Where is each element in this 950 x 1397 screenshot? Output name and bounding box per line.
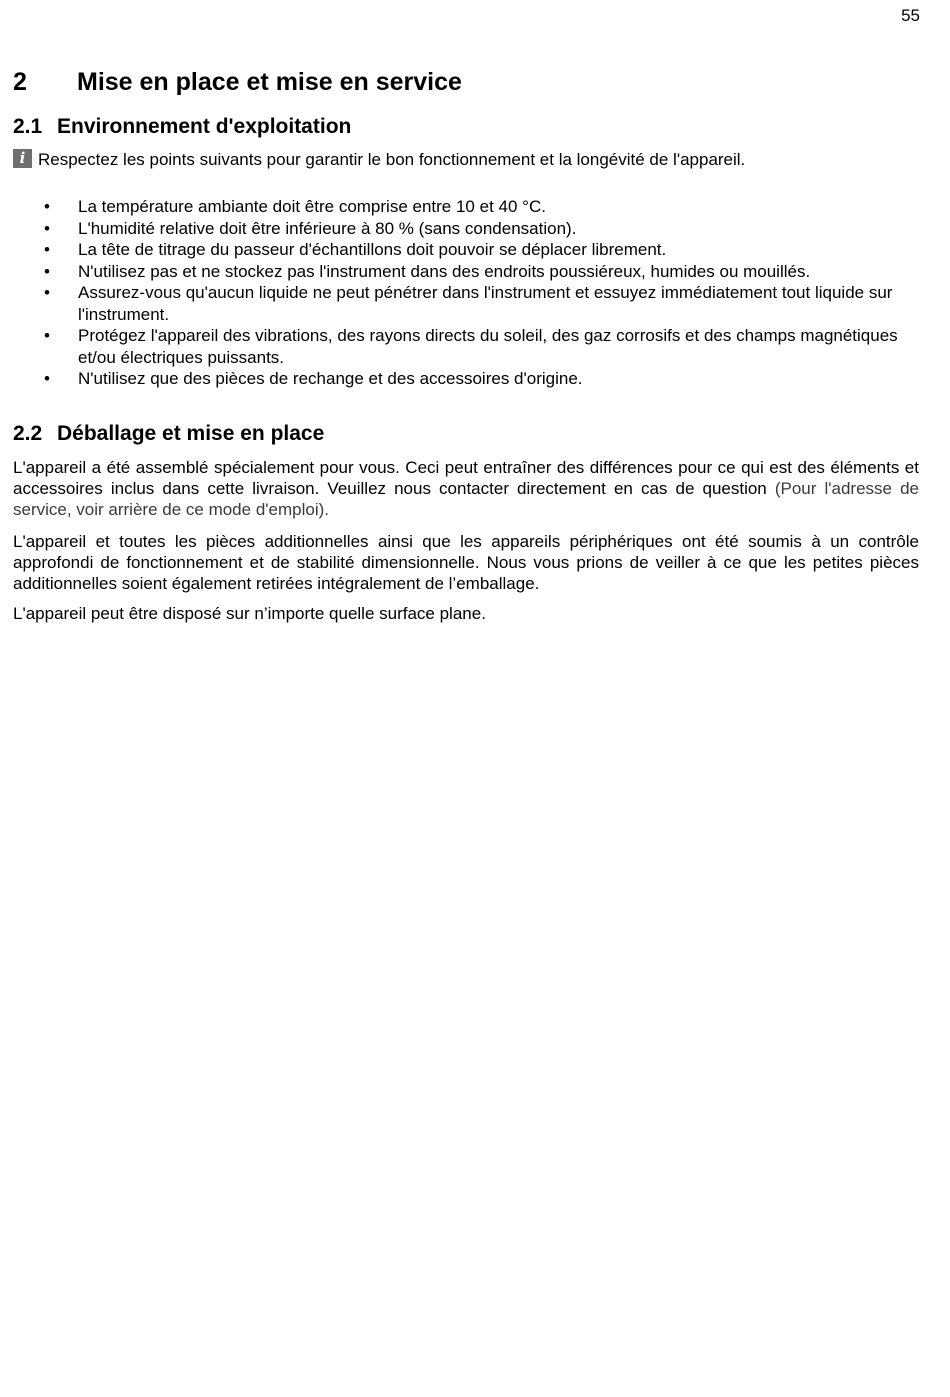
list-item: [44, 218, 924, 240]
section-heading: [13, 68, 462, 97]
subsection-heading-unpacking: [13, 422, 324, 446]
list-item: [44, 282, 924, 325]
bullet-marker: •: [44, 261, 50, 281]
list-item-text: N'utilisez que des pièces de rechange et des accessoires d'origine.: [78, 369, 583, 388]
section-title: Mise en place et mise en service: [77, 68, 462, 96]
list-item-text: Protégez l'appareil des vibrations, des rayons directs du soleil, des gaz corrosifs et des champs magnétiques et/ou électriques puissants.: [78, 326, 898, 367]
bullet-marker: •: [44, 197, 50, 216]
paragraph-text: L'appareil a été assemblé spécialement pour vous. Ceci peut entraîner des différences pour ce qui est des éléments et accessoires inclus dans cette livraison. Veuillez nous contacter directement en cas de question: [13, 458, 919, 498]
subsection-title: Environnement d'exploitation: [57, 115, 352, 138]
list-item: [44, 261, 924, 283]
list-item-text: Assurez-vous qu'aucun liquide ne peut pénétrer dans l'instrument et essuyez immédiatement tout liquide sur l'instrument.: [78, 283, 893, 324]
list-item-text: L'humidité relative doit être inférieure à 80 % (sans condensation).: [78, 218, 577, 238]
list-item: [44, 196, 924, 218]
list-item-text: La température ambiante doit être comprise entre 10 et 40 °C.: [78, 197, 546, 216]
info-icon: i: [13, 149, 32, 168]
requirements-list: [44, 196, 924, 390]
bullet-marker: •: [44, 283, 50, 302]
list-item: [44, 239, 924, 261]
section-number: 2: [13, 68, 27, 96]
paragraph-placement: L'appareil peut être disposé sur n’importe quelle surface plane.: [13, 604, 486, 623]
service-address-note: (Pour l'adresse de service, voir arrière de ce mode d'emploi).: [13, 479, 919, 519]
info-note: [13, 150, 745, 170]
bullet-marker: •: [44, 369, 50, 388]
list-item-text: N'utilisez pas et ne stockez pas l'instrument dans des endroits poussiéreux, humides ou mouillés.: [78, 261, 811, 281]
list-item-text: La tête de titrage du passeur d'échantillons doit pouvoir se déplacer librement.: [78, 240, 667, 259]
list-item: [44, 325, 924, 368]
list-item: [44, 368, 924, 390]
bullet-marker: •: [44, 326, 50, 345]
subsection-number: 2.2: [13, 422, 43, 445]
page-number: 55: [901, 6, 920, 25]
subsection-title: Déballage et mise en place: [57, 422, 325, 445]
info-note-text: Respectez les points suivants pour garantir le bon fonctionnement et la longévité de l'appareil.: [38, 150, 746, 169]
paragraph-inspection: L'appareil et toutes les pièces additionnelles ainsi que les appareils périphériques ont été soumis à un contrôle approfondi de fonctionnement et de stabilité dimensionnelle. Nous vous prions de veiller à ce que les petites pièces additionnelles soient également retirées intégralement de l’emballage.: [13, 532, 919, 593]
paragraph-assembly: [13, 457, 919, 520]
bullet-marker: •: [44, 240, 50, 259]
subsection-number: 2.1: [13, 115, 43, 138]
bullet-marker: •: [44, 218, 50, 238]
subsection-heading-environment: [13, 115, 351, 139]
